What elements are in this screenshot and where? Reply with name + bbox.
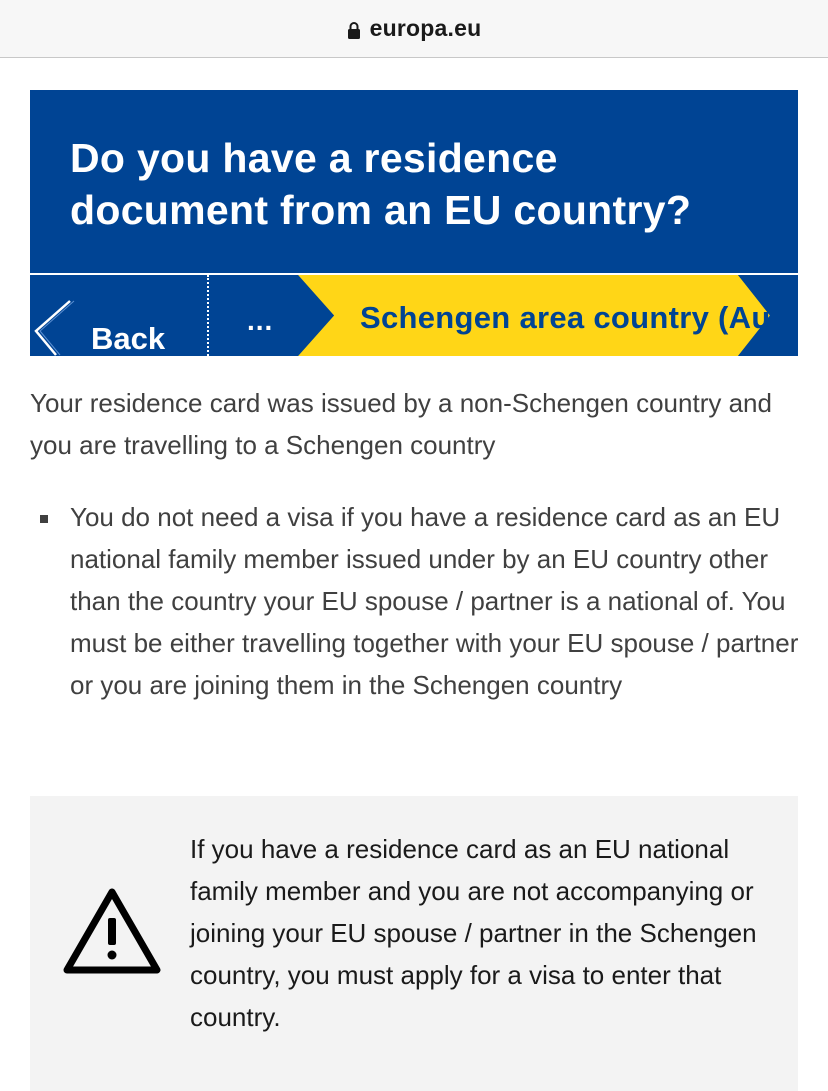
breadcrumb (30, 275, 798, 356)
back-label: Back (91, 321, 166, 356)
page-title: Do you have a residence document from an EU country? (70, 135, 692, 233)
chevron-left-icon (30, 299, 78, 356)
back-button[interactable] (30, 275, 208, 356)
url-text: europa.eu (369, 15, 482, 41)
warning-triangle-icon (61, 886, 163, 978)
warning-box (30, 796, 798, 1091)
breadcrumb-more-button[interactable] (210, 275, 310, 356)
list-item-text: You do not need a visa if you have a residence card as an EU national family member issued under by an EU country other than the country your EU spouse / partner is a national of. You must be either travelling together with your EU spouse / partner or you are joining them in the Schengen country (70, 502, 799, 700)
bullet-square-icon (40, 515, 48, 523)
info-list (30, 496, 800, 706)
breadcrumb-current-label: Schengen area country (Au (360, 300, 771, 335)
browser-url-bar[interactable] (0, 0, 828, 58)
breadcrumb-current-step (360, 300, 778, 336)
lock-icon (347, 21, 361, 39)
question-banner (30, 90, 798, 273)
intro-paragraph: Your residence card was issued by a non-Schengen country and you are travelling to a Schengen country (30, 388, 772, 460)
warning-text: If you have a residence card as an EU national family member and you are not accompanying or joining your EU spouse / partner in the Schengen country, you must apply for a visa to enter that country. (190, 834, 757, 1032)
breadcrumb-more-label: ... (247, 305, 274, 336)
list-item (30, 496, 800, 706)
breadcrumb-divider (207, 275, 209, 356)
